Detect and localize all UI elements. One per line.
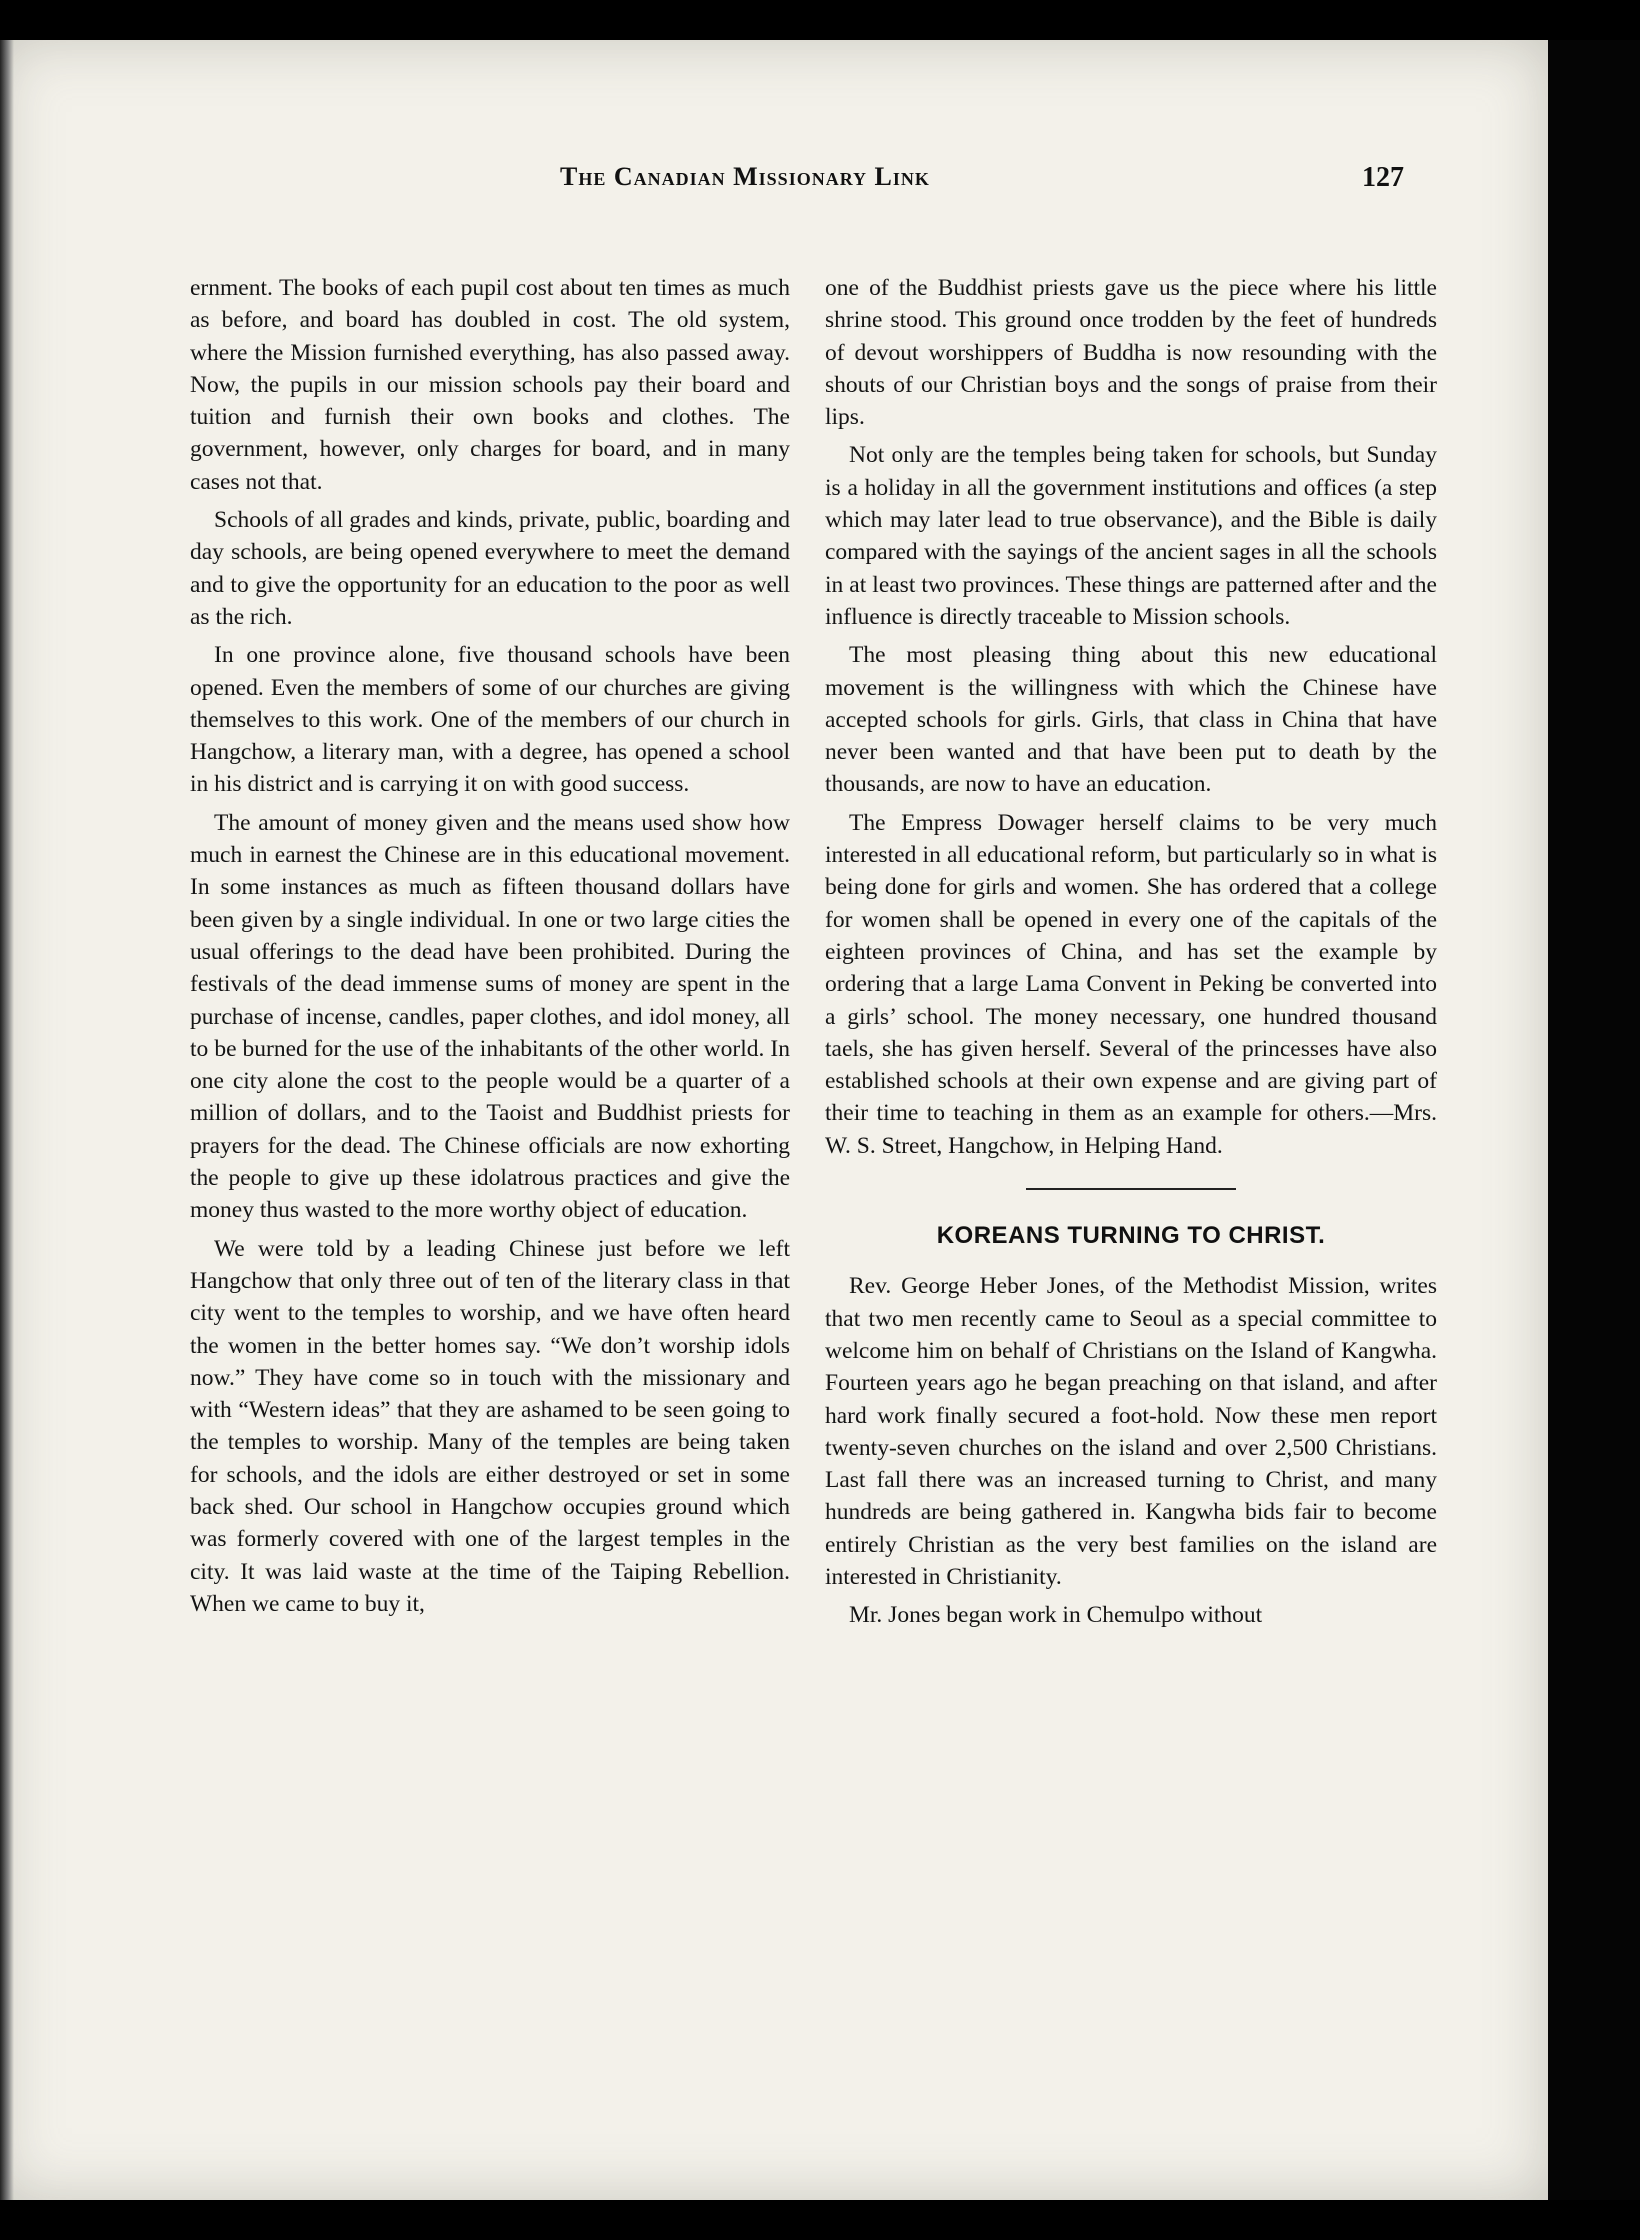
paragraph: The most pleasing thing about this new educational movement is the willingness with which the Chinese have accepted schools for girls. Girls, that class in China that have never been wanted and that have been put to death by the thousands, are now to have an education. xyxy=(825,642,1437,798)
binding-shadow xyxy=(0,40,14,2200)
page-header xyxy=(0,162,1548,202)
paragraph: Mr. Jones began work in Chemulpo without xyxy=(849,1602,1263,1629)
right-column xyxy=(825,272,1437,1638)
paragraph: Schools of all grades and kinds, private, public, boarding and day schools, are being opened everywhere to meet the demand and to give the opportunity for an education to the poor as well as the rich. xyxy=(190,507,790,630)
paragraph: In one province alone, five thousand schools have been opened. Even the members of some of our churches are giving themselves to this work. One of the members of our church in Hangchow, a literary man, with a degree, has opened a school in his district and is carrying it on with good success. xyxy=(190,642,790,798)
article-heading: KOREANS TURNING TO CHRIST. xyxy=(936,1222,1326,1250)
paragraph: one of the Buddhist priests gave us the piece where his little shrine stood. This ground once trodden by the feet of hundreds of devout worshippers of Buddha is now resounding with the shouts of our Christian boys and the songs of praise from their lips. xyxy=(825,275,1437,431)
magazine-page xyxy=(0,40,1548,2200)
left-column xyxy=(190,272,790,1626)
paragraph: Not only are the temples being taken for schools, but Sunday is a holiday in all the government institutions and offices (a step which may later lead to true observance), and the Bible is daily compared with the sayings of the ancient sages in all the schools in at least two provinces. These things are patterned after and the influence is directly traceable to Mission schools. xyxy=(825,442,1437,630)
running-title: The Canadian Missionary Link xyxy=(560,162,930,191)
page-number: 127 xyxy=(1362,162,1404,193)
scan-border xyxy=(1548,40,1640,2200)
paragraph: We were told by a leading Chinese just before we left Hangchow that only three out of ten of the literary class in that city went to the temples to worship, and we have often heard the women in the better homes say. “We don’t worship idols now.” They have come so in touch with the missionary and with “Western ideas” that they are ashamed to be seen going to the temples to worship. Many of the temples are being taken for schools, and the idols are either destroyed or set in some back shed. Our school in Hangchow occupies ground which was formerly covered with one of the largest temples in the city. It was laid waste at the time of the Taiping Rebellion. When we came to buy it, xyxy=(190,1235,790,1617)
paragraph: ernment. The books of each pupil cost about ten times as much as before, and board has doubled in cost. The old system, where the Mission furnished everything, has also passed away. Now, the pupils in our mission schools pay their board and tuition and furnish their own books and clothes. The government, however, only charges for board, and in many cases not that. xyxy=(190,275,790,495)
paragraph: The Empress Dowager herself claims to be very much interested in all educational reform, but particularly so in what is being done for girls and women. She has ordered that a college for women shall be opened in every one of the capitals of the eighteen provinces of China, and has set the example by ordering that a large Lama Convent in Peking be converted into a girls’ school. The money necessary, one hundred thousand taels, she has given herself. Several of the princesses have also established schools at their own expense and are giving part of their time to teaching in them as an example for others.—Mrs. W. S. Street, Hangchow, in Helping Hand. xyxy=(825,809,1437,1159)
paragraph: Rev. George Heber Jones, of the Methodist Mission, writes that two men recently came to Seoul as a special committee to welcome him on behalf of Christians on the Island of Kangwha. Fourteen years ago he began preaching on that island, and after hard work finally secured a foot-hold. Now these men report twenty-seven churches on the island and over 2,500 Christians. Last fall there was an increased turning to Christ, and many hundreds are being gathered in. Kangwha bids fair to become entirely Christian as the very best families on the island are interested in Christianity. xyxy=(825,1273,1437,1590)
section-divider xyxy=(1026,1188,1236,1190)
paragraph: The amount of money given and the means used show how much in earnest the Chinese are in this educational movement. In some instances as much as fifteen thousand dollars have been given by a single individual. In one or two large cities the usual offerings to the dead have been prohibited. During the festivals of the dead immense sums of money are spent in the purchase of incense, candles, paper clothes, and idol money, all to be burned for the use of the inhabitants of the other world. In one city alone the cost to the people would be a quarter of a million of dollars, and to the Taoist and Buddhist priests for prayers for the dead. The Chinese officials are now exhorting the people to give up these idolatrous practices and give the money thus wasted to the more worthy object of education. xyxy=(190,809,790,1224)
